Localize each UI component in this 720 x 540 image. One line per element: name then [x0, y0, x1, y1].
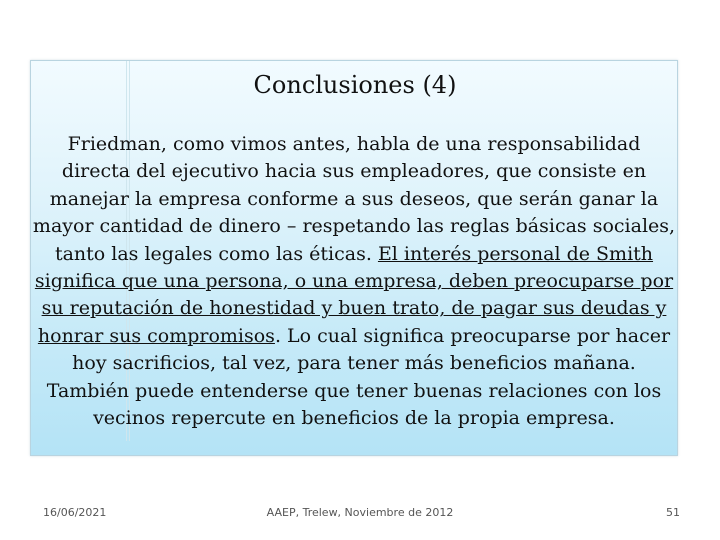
body-text-intro: Friedman, como vimos antes, habla de una responsabilidad directa del ejecutivo hacia sus empleadores, que consiste en manejar la empresa conforme a sus deseos, que serán ganar la mayor cantidad de dinero – respetando las reglas básicas sociales, tanto las legales como las éticas.	[32, 133, 676, 265]
footer-date: 16/06/2021	[43, 506, 107, 519]
body-text-conclusion: . Lo cual significa preocuparse por hacer hoy sacrificios, tal vez, para tener más beneficios mañana. También puede entenderse que tener buenas relaciones con los vecinos repercute en beneficios de la propia empresa.	[46, 324, 671, 430]
footer-event: AAEP, Trelew, Noviembre de 2012	[266, 506, 454, 519]
slide-number: 51	[666, 506, 680, 519]
slide-body-text	[32, 131, 676, 432]
body-text-underlined: El interés personal de Smith significa que una persona, o una empresa, deben preocuparse por su reputación de honestidad y buen trato, de pagar sus deudas y honrar sus compromisos	[34, 242, 674, 347]
slide-title: Conclusiones (4)	[253, 71, 457, 99]
